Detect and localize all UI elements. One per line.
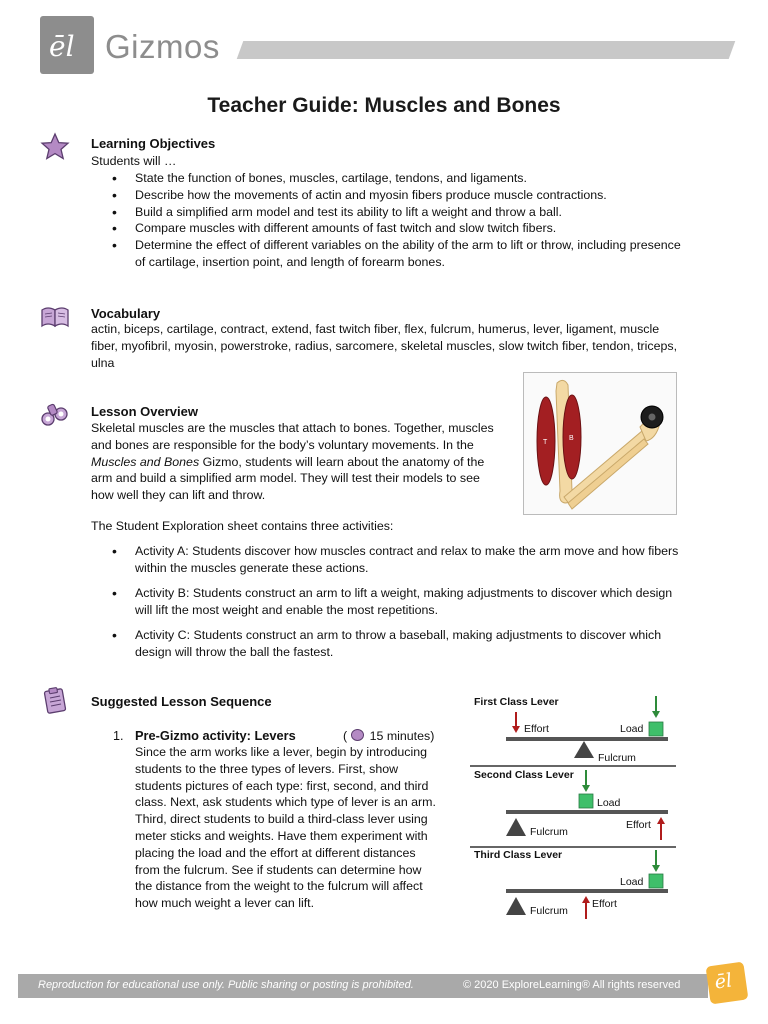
load-box: [649, 874, 663, 888]
biceps-label: B: [569, 435, 574, 442]
book-icon: [40, 302, 70, 330]
header-bar: [237, 41, 736, 59]
step-text: Since the arm works like a lever, begin by introducing students to the three types of levers. First, show students pictures of each type: first, second, and third class. Next, ask students which type of lever is an arm. Third, direct students to build a third-class lever using meter sticks and weights. Have them experiment with placing the load and the effort at different distances from the fulcrum. See if students can determine how the distance from the weight to the fulcrum will affect how much weight a lever can lift.: [135, 745, 436, 911]
list-item: • Activity C: Students construct an arm to throw a baseball, making adjustments to discover which design will throw the ball the fastest.: [91, 627, 691, 661]
fulcrum-icon: [506, 897, 526, 915]
first-class-title: First Class Lever: [474, 696, 559, 708]
brand-name: Gizmos: [105, 28, 220, 65]
first-effort-label: Effort: [524, 723, 549, 735]
second-fulcrum-label: Fulcrum: [530, 826, 568, 838]
list-item: • Compare muscles with different amounts of fast twitch and slow twitch fibers.: [91, 220, 691, 237]
effort-arrow-icon: [582, 896, 590, 903]
step-number: 1.: [113, 729, 124, 743]
list-item: • Activity B: Students construct an arm to lift a weight, making adjustments to discover which design will lift the most weight and enable the most repetitions.: [91, 585, 691, 619]
footer: [18, 970, 748, 1002]
star-icon: [40, 132, 70, 160]
list-item: • Describe how the movements of actin and myosin fibers produce muscle contractions.: [91, 187, 691, 204]
sequence-heading: Suggested Lesson Sequence: [91, 694, 272, 709]
footer-notice: Reproduction for educational use only. Public sharing or posting is prohibited.: [38, 979, 414, 991]
step-time: ( 15 minutes): [343, 729, 435, 743]
page-title: Teacher Guide: Muscles and Bones: [207, 94, 561, 117]
load-arrow-icon: [652, 865, 660, 872]
effort-arrow-icon: [512, 726, 520, 733]
activities-intro: The Student Exploration sheet contains three activities:: [91, 519, 394, 533]
first-fulcrum-label: Fulcrum: [598, 752, 636, 764]
load-arrow-icon: [582, 785, 590, 792]
second-load-label: Load: [597, 797, 621, 809]
load-box: [579, 794, 593, 808]
second-class-title: Second Class Lever: [474, 769, 574, 781]
objectives-heading: Learning Objectives: [91, 136, 216, 151]
third-load-label: Load: [620, 876, 644, 888]
third-class-title: Third Class Lever: [474, 849, 563, 861]
objectives-intro: Students will …: [91, 154, 177, 168]
explorelearning-footer-logo: ēl: [706, 962, 749, 1005]
third-fulcrum-label: Fulcrum: [530, 905, 568, 917]
explorelearning-logo: ēl: [40, 16, 94, 74]
vocabulary-heading: Vocabulary: [91, 306, 161, 321]
load-box: [649, 722, 663, 736]
third-effort-label: Effort: [592, 898, 617, 910]
list-item: • Determine the effect of different variables on the ability of the arm to lift or throw, including presence of cartilage, insertion point, and length of forearm bones.: [91, 237, 691, 271]
fulcrum-icon: [506, 818, 526, 836]
list-item: • Build a simplified arm model and test its ability to lift a weight and throw a ball.: [91, 204, 691, 221]
step-title: Pre-Gizmo activity: Levers: [135, 728, 296, 743]
vocabulary-text: actin, biceps, cartilage, contract, extend, fast twitch fiber, flex, fulcrum, humerus, lever, ligament, muscle fiber, myofibril, myosin, powerstroke, radius, sarcomere, skeletal muscles, slow twitch fiber, tendon, triceps, ulna: [91, 322, 678, 370]
list-item: • State the function of bones, muscles, cartilage, tendons, and ligaments.: [91, 170, 691, 187]
fulcrum-icon: [574, 741, 594, 758]
load-arrow-icon: [652, 711, 660, 718]
footer-copyright: © 2020 ExploreLearning® All rights reserved: [463, 979, 681, 991]
triceps-label: T: [543, 439, 548, 446]
first-load-label: Load: [620, 723, 644, 735]
header: [40, 16, 734, 74]
objectives-list: [91, 170, 691, 271]
second-effort-label: Effort: [626, 819, 651, 831]
effort-arrow-icon: [657, 817, 665, 824]
list-item: • Activity A: Students discover how muscles contract and relax to make the arm move and how fibers within the muscles generate these actions.: [91, 543, 691, 577]
overview-paragraph: Skeletal muscles are the muscles that attach to bones. Together, muscles and bones are responsible for the body’s voluntary movements. In the Muscles and Bones Gizmo, students will learn about the anatomy of the arm and build a simplified arm model. They will test their models to see how well they can lift and throw.: [91, 421, 494, 503]
lever-diagram: [470, 690, 678, 922]
arm-model-image: [523, 372, 677, 515]
overview-heading: Lesson Overview: [91, 404, 198, 419]
binoculars-icon: [40, 400, 70, 428]
clipboard-icon: [40, 686, 70, 714]
clock-icon: [351, 729, 364, 741]
activities-list: [91, 543, 691, 670]
